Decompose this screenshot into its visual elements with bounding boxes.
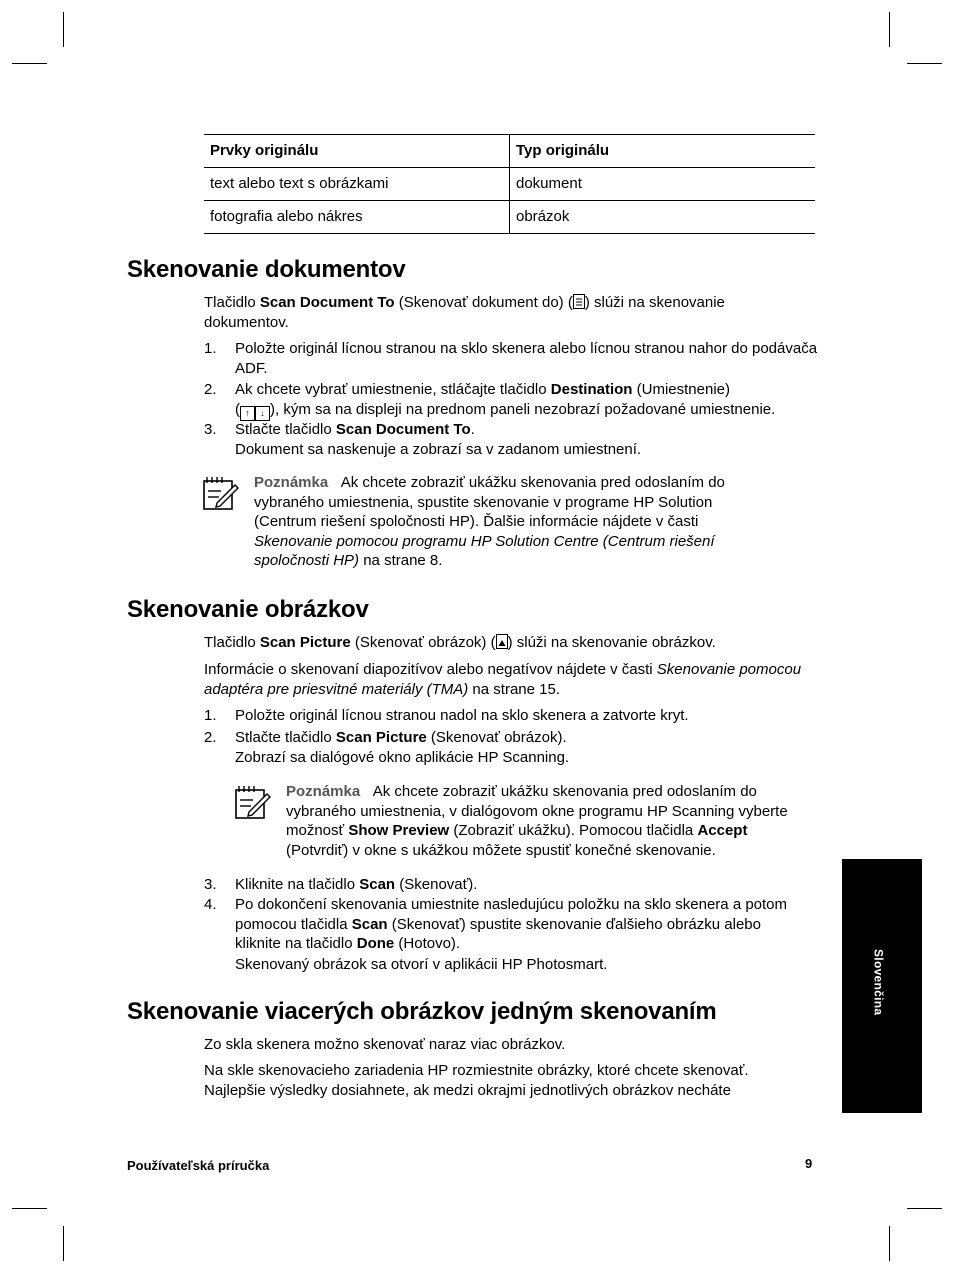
- footer-title: Používateľská príručka: [127, 1158, 270, 1173]
- crop-mark: [12, 63, 47, 64]
- sec2-intro: Tlačidlo Scan Picture (Skenovať obrázok) ( ) slúži na skenovanie obrázkov.: [204, 634, 716, 651]
- sec3-paragraph: Zo skla skenera možno skenovať naraz viac obrázkov.: [204, 1036, 566, 1053]
- table-header: Prvky originálu: [204, 135, 510, 168]
- crop-mark: [63, 12, 64, 47]
- crop-mark: [889, 12, 890, 47]
- crop-mark: [63, 1226, 64, 1261]
- table-header: Typ originálu: [510, 135, 816, 168]
- list-item: 1. Položte originál lícnou stranou na sklo skenera alebo lícnou stranou nahor do podávača ADF.: [204, 340, 818, 377]
- crop-mark: [889, 1226, 890, 1261]
- note-icon: [203, 475, 239, 511]
- crop-mark: [907, 1208, 942, 1209]
- sec3-paragraph: Na skle skenovacieho zariadenia HP rozmiestnite obrázky, ktoré chcete skenovať. Najlepšie výsledky dosiahnete, ak medzi okrajmi jednotlivých obrázkov necháte: [204, 1062, 749, 1099]
- arrow-down-icon: ↓: [255, 406, 270, 421]
- page-number: 9: [805, 1156, 813, 1171]
- table-cell: fotografia alebo nákres: [204, 201, 510, 234]
- note-icon: [235, 784, 271, 820]
- table-cell: obrázok: [510, 201, 816, 234]
- list-item: 4. Po dokončení skenovania umiestnite nasledujúcu položku na sklo skenera a potom pomocou tlačidla Scan (Skenovať) spustite skenovanie ďalšieho obrázku alebo kliknite na tlačidlo Done (Hotovo).: [204, 896, 788, 952]
- scan-picture-icon: [496, 634, 508, 649]
- list-item: 1. Položte originál lícnou stranou nadol na sklo skenera a zatvorte kryt.: [204, 707, 689, 724]
- table-header-row: [204, 135, 815, 168]
- language-tab-label: Slovenčina: [871, 949, 886, 1016]
- section-heading-multiple: Skenovanie viacerých obrázkov jedným skenovaním: [127, 998, 717, 1025]
- language-tab: [842, 859, 922, 1113]
- list-item: 3. Kliknite na tlačidlo Scan (Skenovať).: [204, 876, 478, 893]
- list-item: 3. Stlačte tlačidlo Scan Document To.: [204, 421, 475, 438]
- sec2-tma-info: Informácie o skenovaní diapozitívov alebo negatívov nájdete v časti Skenovanie pomocou adaptéra pre priesvitné materiály (TMA) na strane 15.: [204, 661, 802, 698]
- table-cell: dokument: [510, 168, 816, 201]
- section-heading-pictures: Skenovanie obrázkov: [127, 596, 369, 623]
- step-result: Dokument sa naskenuje a zobrazí sa v zadanom umiestnení.: [235, 441, 642, 458]
- step-result: Zobrazí sa dialógové okno aplikácie HP Scanning.: [235, 749, 570, 766]
- crop-mark: [907, 63, 942, 64]
- scan-document-icon: [573, 294, 585, 309]
- step-result: Skenovaný obrázok sa otvorí v aplikácii HP Photosmart.: [235, 956, 608, 973]
- section-heading-documents: Skenovanie dokumentov: [127, 256, 406, 283]
- table-cell: text alebo text s obrázkami: [204, 168, 510, 201]
- list-item: 2. Stlačte tlačidlo Scan Picture (Skenovať obrázok).: [204, 729, 567, 746]
- sec1-intro: Tlačidlo Scan Document To (Skenovať dokument do) ( ) slúži na skenovanie dokumentov.: [204, 294, 725, 331]
- crop-mark: [12, 1208, 47, 1209]
- original-type-table: [204, 134, 815, 234]
- table-row: [204, 168, 815, 201]
- list-item: 2. Ak chcete vybrať umiestnenie, stláčajte tlačidlo Destination (Umiestnenie) ( ↑ ↓ ), kým sa na displeji na prednom paneli nezobrazí požadované umiestnenie.: [204, 380, 824, 421]
- table-row: [204, 201, 815, 234]
- arrow-up-icon: ↑: [240, 406, 255, 421]
